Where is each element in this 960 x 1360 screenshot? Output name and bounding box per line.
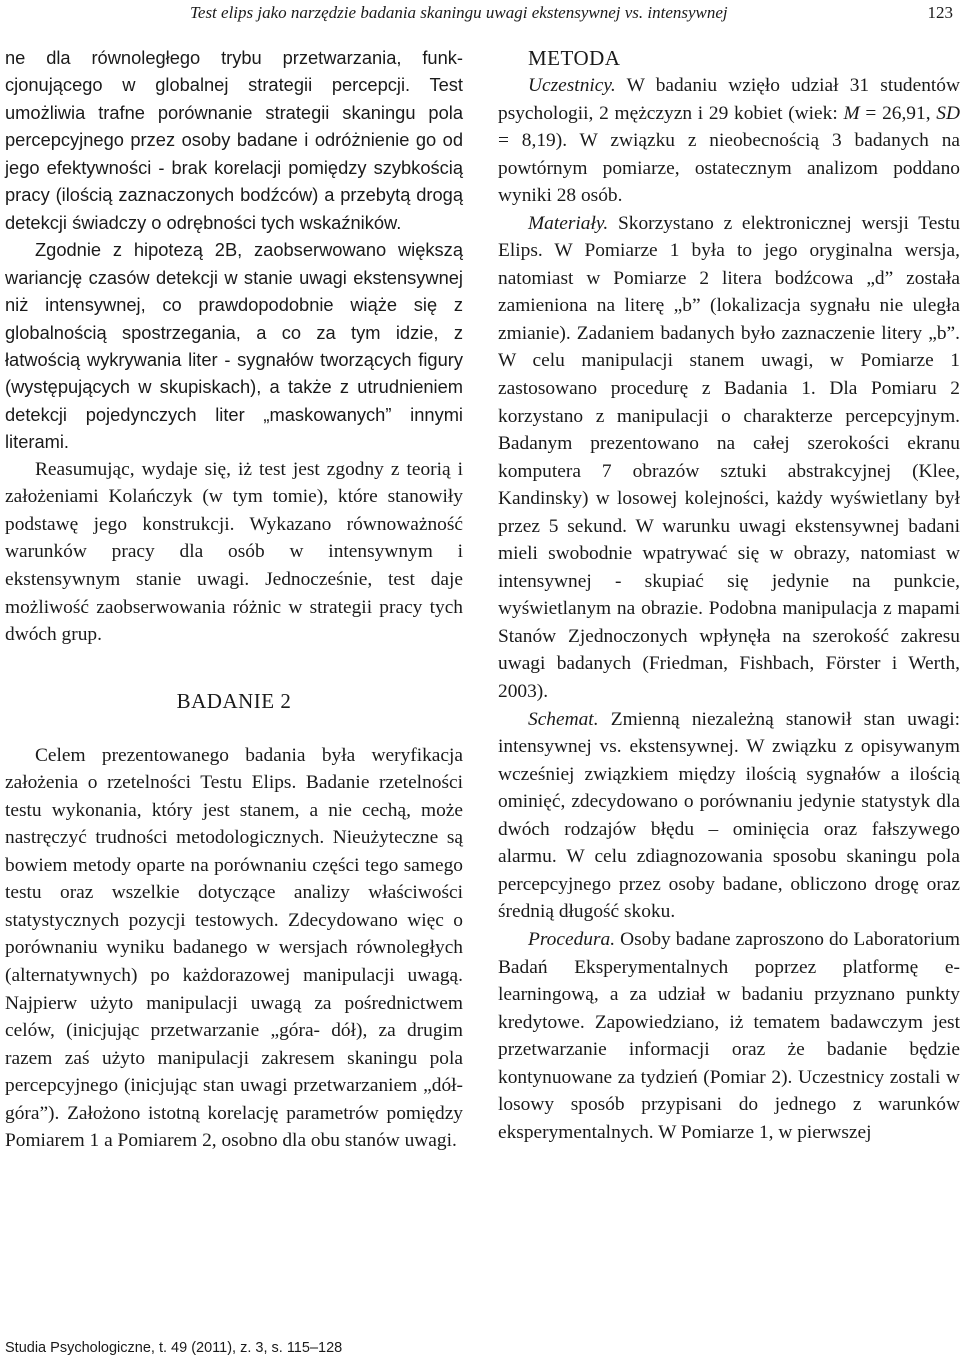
procedure-paragraph <box>498 926 960 1146</box>
section-heading: BADANIE 2 <box>176 688 292 713</box>
mean-symbol: M <box>843 102 860 124</box>
paragraph: ne dla równoległego trybu przetwarzania, funkcjonującego w globalnej strategii percepcji. Test umożliwia trafne porównanie strategii skaningu pola percepcyjnego przez osoby badane i odróżnienie go od jego efektywności - brak korelacji pomiędzy szybkością pracy (ilością zaznaczonych bodźców) a przebytą drogą detekcji świadczy o odrębności tych wskaźników. <box>5 47 463 233</box>
running-head <box>0 0 960 26</box>
right-column <box>498 44 960 1146</box>
procedure-text: Osoby badane zaproszono do Laboratorium Badań Eksperymentalnych poprzez platformę e-learningową, a za udział w badaniu przyznano punkty kredytowe. Zapowiedziano, iż tematem badawczym jest przetwarzanie informacji oraz że badanie będzie kontynuowane za tydzień (Pomiar 2). Uczestnicy zostali w losowy sposób przypisani do jednego z warunków eksperymentalnych. W Pomiarze 1, w pierwszej <box>498 928 960 1143</box>
schema-text: Zmienną niezależną stanowił stan uwagi: intensywnej vs. ekstensywnej. W związku z opisywanym wcześniej związkiem między ilością sygnałów a ilością ominięć, zdecydowano o porównaniu jedynie statystyk dla dwóch rodzajów błędu – ominięcia oraz fałszywego alarmu. W celu zdiagnozowania sposobu skaningu pola percepcyjnego przez osoby badane, obliczono drogę oraz średnią długość skoku. <box>498 708 960 923</box>
paragraph: Celem prezentowanego badania była weryfikacja założenia o rzetelności Testu Elips. Badanie rzetelności testu wykonania, który jest stanem, a nie cechą, może nastręczyć trudności metodologicznych. Nieużyteczne są bowiem metody oparte na porównaniu części tego samego testu oraz wszelkie dotyczące analizy właściwości statystycznych pozycji testowych. Zdecydowano więc o porównaniu wyniku badanego w wersjach równoległych (alternatywnych) po każdorazowej manipulacji uwagą. Najpierw użyto manipulacji uwagą za pośrednictwem celów, (inicjując przetwarzanie „góra- dół), za drugim razem zaś użyto manipulacji zakresem skaningu pola percepcyjnego (inicjując stan uwagi przetwarzaniem „dół-góra”). Założono istotną korelację parametrów pomiędzy Pomiarem 1 a Pomiarem 2, osobno dla obu stanów uwagi. <box>5 744 463 1152</box>
paragraph: Reasumując, wydaje się, iż test jest zgodny z teorią i założeniami Kolańczyk (w tym tomie), które stanowiły podstawę jego konstrukcji. Wykazano równoważność warunków pracy dla osób w intensywnym i ekstensywnym stanie uwagi. Jednocześnie, test daje możliwość zaobserwowania różnic w strategii pracy tych dwóch grup. <box>5 458 463 646</box>
schema-paragraph <box>498 706 960 926</box>
materials-paragraph <box>498 210 960 706</box>
procedure-label: Procedura. <box>528 928 616 950</box>
participants-paragraph <box>498 72 960 210</box>
paragraph: Zgodnie z hipotezą 2B, zaobserwowano większą wariancję czasów detekcji w stanie uwagi ekstensywnej niż intensywnej, co prawdopodobnie wiąże się z globalnością spostrzegania, a co za tym idzie, z łatwością wykrywania liter - sygnałów tworzących figury (występujących w skupiskach), a także z utrudnieniem detekcji pojedynczych liter „maskowanych” innymi literami. <box>5 239 463 453</box>
materials-text: Skorzystano z elektronicznej wersji Testu Elips. W Pomiarze 1 była to jego oryginalna wersja, natomiast w Pomiarze 2 litera bodźcowa „d” została zamieniona na literę „b” (lokalizacja sygnału nie uległa zmianie). Zadaniem badanych było zaznaczenie litery „b”. W celu manipulacji stanem uwagi, w Pomiarze 1 zastosowano procedurę z Badania 1. Dla Pomiaru 2 korzystano z manipulacji o charakterze percepcyjnym. Badanym prezentowano na całej szerokości ekranu komputera 7 obrazów sztuki abstrakcyjnej (Klee, Kandinsky) w losowej kolejności, każdy wyświetlany był przez 5 sekund. W warunku uwagi ekstensywnej badani mieli swobodnie wpatrywać się w obrazy, natomiast w intensywnej - skupiać się jedynie na punkcie, wyświetlanym na obrazie. Podobna manipulacja z mapami Stanów Zjednoczonych wpłynęła na szerokość zakresu uwagi badanych (Friedman, Fishbach, Förster i Werth, 2003). <box>498 212 960 703</box>
page-number: 123 <box>927 3 953 22</box>
sd-symbol: SD <box>936 102 960 124</box>
running-title: Test elips jako narzędzie badania skaningu uwagi ekstensywnej vs. intensywnej <box>190 3 728 22</box>
journal-citation: Studia Psychologiczne, t. 49 (2011), z. 3, s. 115–128 <box>5 1340 343 1356</box>
materials-label: Materiały. <box>528 212 609 234</box>
participants-label: Uczestnicy. <box>528 75 616 96</box>
method-heading: METODA <box>528 46 621 70</box>
schema-label: Schemat. <box>528 708 599 730</box>
participants-text: = 26,91, <box>859 102 937 124</box>
participants-text: W badaniu wzięło udział 31 studentów psychologii, 2 mężczyzn i 29 kobiet (wiek: <box>498 75 960 124</box>
left-column <box>5 44 463 1155</box>
participants-text: = 8,19). W związku z nieobecnością 3 badanych na powtórnym pomiarze, ostatecznym analizom poddano wyniki 28 osób. <box>498 130 960 207</box>
